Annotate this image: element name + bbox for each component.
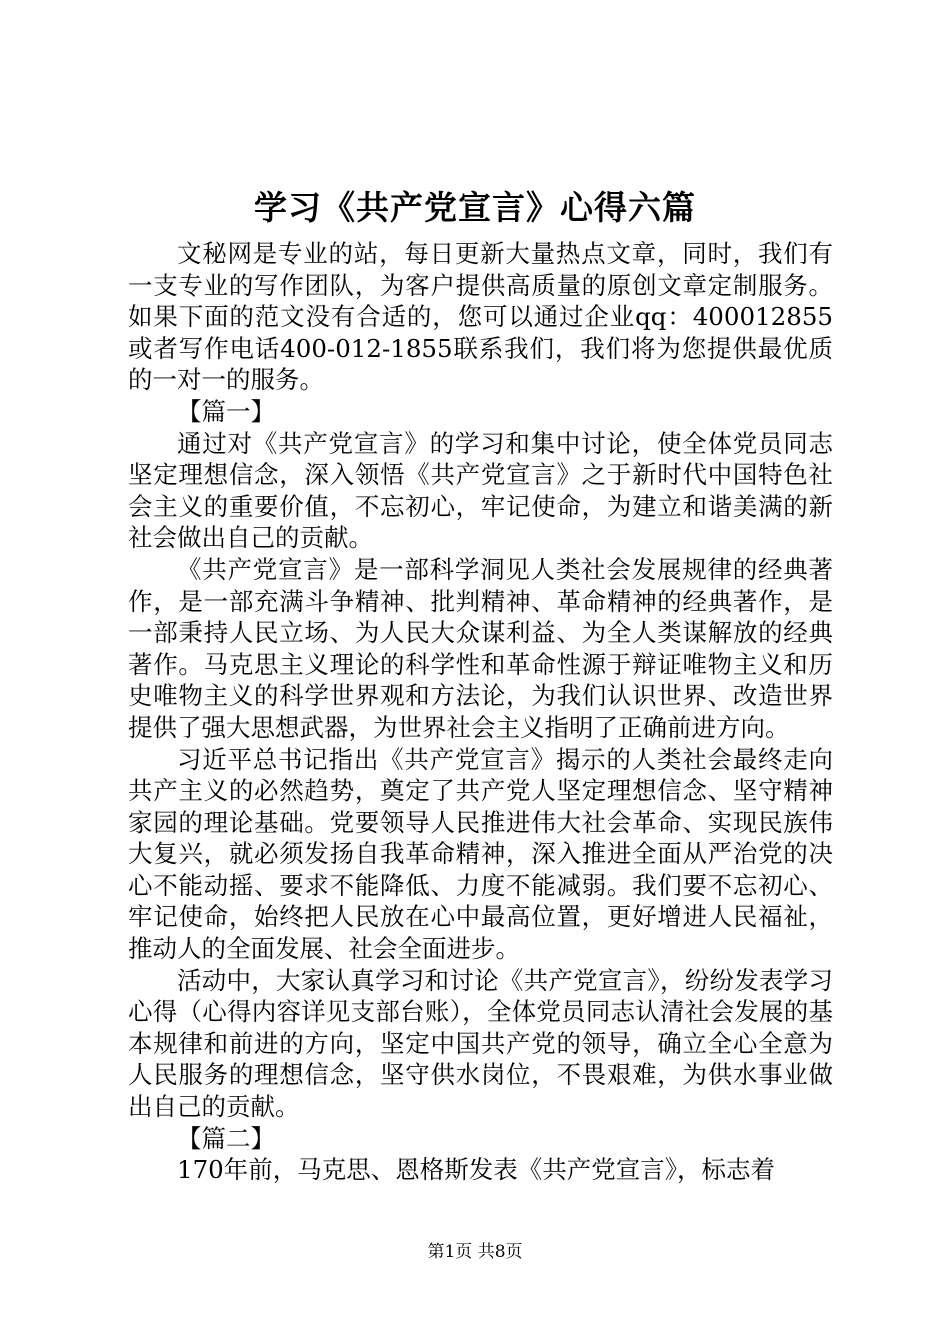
paragraph: 通过对《共产党宣言》的学习和集中讨论，使全体党员同志坚定理想信念，深入领悟《共产党宣言》之于新时代中国特色社会主义的重要价值，不忘初心，牢记使命，为建立和谐美满的新社会做出自己的贡献。	[128, 428, 833, 553]
page-footer: 第1页 共8页	[427, 1242, 523, 1262]
paragraph: 习近平总书记指出《共产党宣言》揭示的人类社会最终走向共产主义的必然趋势，奠定了共产党人坚定理想信念、坚守精神家园的理论基础。党要领导人民推进伟大社会革命、实现民族伟大复兴，就必须发扬自我革命精神，深入推进全面从严治党的决心不能动摇、要求不能降低、力度不能减弱。我们要不忘初心、牢记使命，始终把人民放在心中最高位置，更好增进人民福祉，推动人的全面发展、社会全面进步。	[128, 744, 833, 964]
paragraph: 《共产党宣言》是一部科学洞见人类社会发展规律的经典著作，是一部充满斗争精神、批判精神、革命精神的经典著作，是一部秉持人民立场、为人民大众谋利益、为全人类谋解放的经典著作。马克思主义理论的科学性和革命性源于辩证唯物主义和历史唯物主义的科学世界观和方法论，为我们认识世界、改造世界提供了强大思想武器，为世界社会主义指明了正确前进方向。	[128, 554, 833, 742]
paragraph: 170年前，马克思、恩格斯发表《共产党宣言》，标志着	[177, 1155, 776, 1185]
paragraph: 活动中，大家认真学习和讨论《共产党宣言》，纷纷发表学习心得（心得内容详见支部台账），全体党员同志认清社会发展的基本规律和前进的方向，坚定中国共产党的领导，确立全心全意为人民服务的理想信念，坚守供水岗位，不畏艰难，为供水事业做出自己的贡献。	[128, 965, 833, 1122]
document-body	[128, 238, 833, 1186]
intro-paragraph: 文秘网是专业的站，每日更新大量热点文章，同时，我们有一支专业的写作团队，为客户提供高质量的原创文章定制服务。如果下面的范文没有合适的，您可以通过企业qq：400012855或者写作电话400-012-1855联系我们，我们将为您提供最优质的一对一的服务。	[128, 239, 833, 395]
document-title: 学习《共产党宣言》心得六篇	[254, 188, 696, 227]
section-heading-1: 【篇一】	[177, 396, 275, 426]
section-heading-2: 【篇二】	[177, 1123, 275, 1153]
